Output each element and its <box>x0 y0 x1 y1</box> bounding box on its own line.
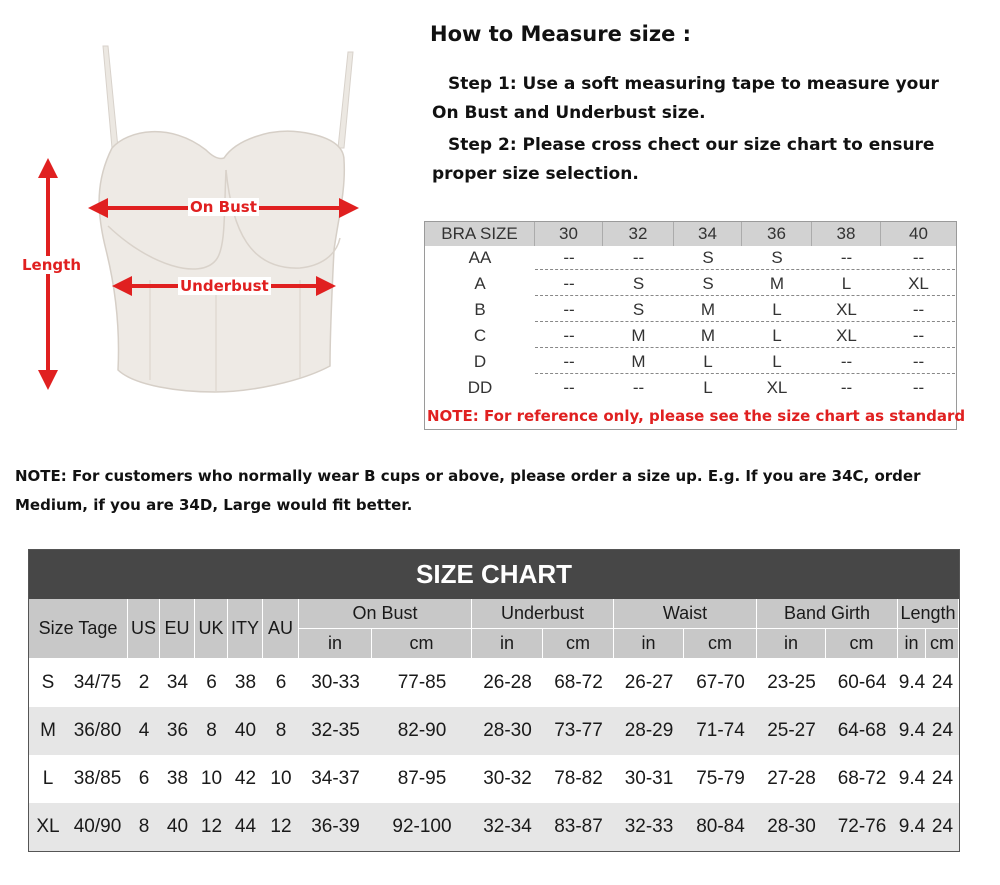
row-divider <box>535 269 955 270</box>
au-header: AU <box>263 599 299 659</box>
size-chart-cell: 60-64 <box>837 672 887 693</box>
cm-subheader: cm <box>543 629 614 659</box>
bustier-figure <box>0 30 400 410</box>
size-cell: S <box>771 248 783 267</box>
size-chart-cell: 6 <box>138 768 150 789</box>
underbust-label: Underbust <box>180 277 269 295</box>
on-bust-label: On Bust <box>190 198 257 216</box>
size-chart-cell: 34-37 <box>311 768 360 789</box>
cup-label: B <box>474 300 486 319</box>
size-cell: S <box>632 274 645 293</box>
size-chart-cell: 25-27 <box>767 720 816 741</box>
size-chart-cell: 24 <box>931 768 954 789</box>
on-bust-header: On Bust <box>299 599 472 629</box>
size-chart-cell: 28-30 <box>767 816 816 837</box>
size-chart-cell: 26-27 <box>624 672 674 693</box>
size-chart-cell: 71-74 <box>696 720 745 741</box>
size-chart-cell: 8 <box>206 720 217 741</box>
cm-subheader: cm <box>926 629 959 659</box>
size-chart-cell: 68-72 <box>554 672 603 693</box>
size-cell: S <box>702 274 714 293</box>
uk-header: UK <box>195 599 228 659</box>
ity-header: ITY <box>228 599 263 659</box>
size-chart-cell: 2 <box>138 672 150 693</box>
size-chart-cell: 72-76 <box>837 816 887 837</box>
step-2-text <box>432 131 942 189</box>
size-chart-cell: 12 <box>200 816 223 837</box>
size-label: M <box>40 720 56 741</box>
row-divider <box>535 321 955 322</box>
size-cell: XL <box>836 326 857 345</box>
cup-label: C <box>473 326 487 345</box>
size-cell: -- <box>632 378 645 397</box>
underbust-header: Underbust <box>472 599 614 629</box>
size-chart-cell: 30-31 <box>624 768 674 789</box>
size-chart-cell: 4 <box>138 720 150 741</box>
size-cell: M <box>631 326 646 345</box>
size-chart-cell: 28-30 <box>483 720 532 741</box>
size-cell: M <box>769 274 785 293</box>
size-chart-cell: 12 <box>270 816 292 837</box>
size-cell: M <box>631 352 646 371</box>
size-chart-cell: 38 <box>166 768 189 789</box>
cup-label: A <box>474 274 486 293</box>
size-chart-cell: 8 <box>275 720 287 741</box>
size-cell: -- <box>563 248 575 267</box>
waist-header: Waist <box>614 599 757 629</box>
size-chart-cell: 9.4 <box>898 720 926 741</box>
size-chart-cell: 24 <box>931 816 954 837</box>
step-1-text <box>432 70 942 128</box>
size-chart-cell: 36-39 <box>311 816 360 837</box>
row-divider <box>535 373 955 374</box>
size-cell: -- <box>563 378 575 397</box>
size-tage-header: Size Tage <box>29 599 128 659</box>
bra-size-header: BRA SIZE <box>425 222 535 246</box>
row-divider <box>535 295 955 296</box>
size-chart-cell: 9.4 <box>898 768 926 789</box>
size-chart-cell: 24 <box>931 672 954 693</box>
size-cell: -- <box>632 248 645 267</box>
in-subheader: in <box>898 629 926 659</box>
band-header-30: 30 <box>535 222 603 246</box>
size-chart-cell: 10 <box>200 768 223 789</box>
size-chart-cell: 80-84 <box>696 816 745 837</box>
bra-table-note: NOTE: For reference only, please see the size chart as standard <box>427 407 966 425</box>
size-chart-title: SIZE CHART <box>29 550 959 599</box>
size-chart-cell: 10 <box>270 768 292 789</box>
size-chart-cell: 32-33 <box>624 816 674 837</box>
size-chart-cell: 8 <box>138 816 150 837</box>
size-chart-cell: 87-95 <box>397 768 447 789</box>
size-chart-cell: 34 <box>166 672 189 693</box>
length-label: Length <box>22 256 81 274</box>
band-girth-header: Band Girth <box>757 599 898 629</box>
size-cell: -- <box>912 378 925 397</box>
size-chart-cell: 23-25 <box>767 672 816 693</box>
band-header-40: 40 <box>909 224 928 243</box>
size-label: XL <box>36 816 60 837</box>
size-chart-cell: 24 <box>931 720 954 741</box>
eu-header: EU <box>160 599 195 659</box>
size-cell: L <box>772 300 782 319</box>
size-chart-cell: 38 <box>234 672 257 693</box>
bra-size-table <box>424 221 966 430</box>
size-chart-cell: 6 <box>206 672 217 693</box>
bra-table-row <box>425 271 956 297</box>
size-cell: L <box>703 378 713 397</box>
size-chart-cell: 28-29 <box>624 720 674 741</box>
cup-label: DD <box>467 378 493 397</box>
bra-table-row <box>425 323 956 349</box>
size-cell: XL <box>766 378 788 397</box>
size-cell: -- <box>840 248 853 267</box>
cup-label: D <box>473 352 487 371</box>
in-subheader: in <box>472 629 543 659</box>
size-chart-cell: 44 <box>234 816 257 837</box>
size-cell: -- <box>912 300 925 319</box>
size-cell: -- <box>563 300 575 319</box>
size-cell: XL <box>836 300 857 319</box>
size-label: L <box>42 768 54 789</box>
us-header: US <box>128 599 160 659</box>
size-chart-cell: 38/85 <box>73 768 122 789</box>
size-chart-cell: 77-85 <box>397 672 447 693</box>
bra-table-header <box>425 222 956 246</box>
size-chart-cell: 40 <box>166 816 189 837</box>
size-cell: -- <box>563 326 575 345</box>
row-divider <box>535 347 955 348</box>
size-chart-cell: 34/75 <box>73 672 122 693</box>
size-cell: S <box>632 300 645 319</box>
cm-subheader: cm <box>826 629 898 659</box>
band-header-36: 36 <box>742 222 812 246</box>
size-chart-cell: 36 <box>166 720 189 741</box>
size-cell: S <box>702 248 714 267</box>
size-chart-cell: 36/80 <box>73 720 122 741</box>
bra-table-row <box>425 297 956 323</box>
size-chart-cell: 26-28 <box>483 672 532 693</box>
size-chart-cell: 9.4 <box>898 672 926 693</box>
band-header-38: 38 <box>812 222 881 246</box>
cm-subheader: cm <box>372 629 472 659</box>
size-chart-cell: 32-34 <box>483 816 532 837</box>
size-chart-cell: 40/90 <box>73 816 122 837</box>
length-header: Length <box>898 599 959 629</box>
size-chart-cell: 27-28 <box>767 768 816 789</box>
size-label: S <box>41 672 55 693</box>
size-chart-cell: 9.4 <box>898 816 926 837</box>
size-cell: -- <box>840 352 853 371</box>
size-cell: L <box>703 352 713 371</box>
size-cell: L <box>772 326 782 345</box>
step-1-label: Step 1: Use a soft measuring tape to measure your On Bust and Underbust size. <box>432 74 939 123</box>
size-cell: -- <box>840 378 853 397</box>
size-cell: M <box>700 326 716 345</box>
in-subheader: in <box>299 629 372 659</box>
size-cell: L <box>841 274 852 293</box>
band-header-34: 34 <box>674 222 742 246</box>
size-cell: L <box>772 352 782 371</box>
how-to-measure-title: How to Measure size : <box>430 22 692 46</box>
size-cell: M <box>700 300 716 319</box>
size-cell: -- <box>563 352 575 371</box>
size-chart-cell: 30-32 <box>483 768 532 789</box>
bra-table-row <box>425 349 956 375</box>
step-2-label: Step 2: Please cross chect our size chart to ensure proper size selection. <box>432 135 935 184</box>
size-chart-cell: 68-72 <box>837 768 887 789</box>
size-chart-cell: 32-35 <box>311 720 360 741</box>
size-chart-cell: 83-87 <box>554 816 603 837</box>
bra-table-row <box>425 375 956 401</box>
bra-table-row <box>425 245 956 271</box>
size-cell: -- <box>912 352 925 371</box>
size-chart-cell: 42 <box>234 768 257 789</box>
size-chart-cell: 75-79 <box>696 768 745 789</box>
size-chart <box>28 549 960 852</box>
size-cell: XL <box>908 274 929 293</box>
bustier-illustration <box>0 30 400 410</box>
size-chart-cell: 67-70 <box>696 672 745 693</box>
size-chart-cell: 82-90 <box>397 720 447 741</box>
in-subheader: in <box>614 629 684 659</box>
cup-size-note: NOTE: For customers who normally wear B cups or above, please order a size up. E.g. If you are 34C, order Medium, if you are 34D, Large would fit better. <box>15 467 921 514</box>
size-chart-cell: 6 <box>275 672 287 693</box>
size-cell: -- <box>912 248 925 267</box>
size-chart-cell: 73-77 <box>554 720 603 741</box>
cup-label: AA <box>468 248 492 267</box>
cm-subheader: cm <box>684 629 757 659</box>
size-chart-cell: 78-82 <box>554 768 603 789</box>
size-chart-cell: 64-68 <box>837 720 887 741</box>
in-subheader: in <box>757 629 826 659</box>
size-cell: -- <box>563 274 575 293</box>
size-cell: -- <box>912 326 925 345</box>
size-chart-cell: 30-33 <box>311 672 360 693</box>
size-chart-cell: 40 <box>234 720 257 741</box>
band-header-32: 32 <box>603 222 674 246</box>
size-chart-cell: 92-100 <box>392 816 452 837</box>
